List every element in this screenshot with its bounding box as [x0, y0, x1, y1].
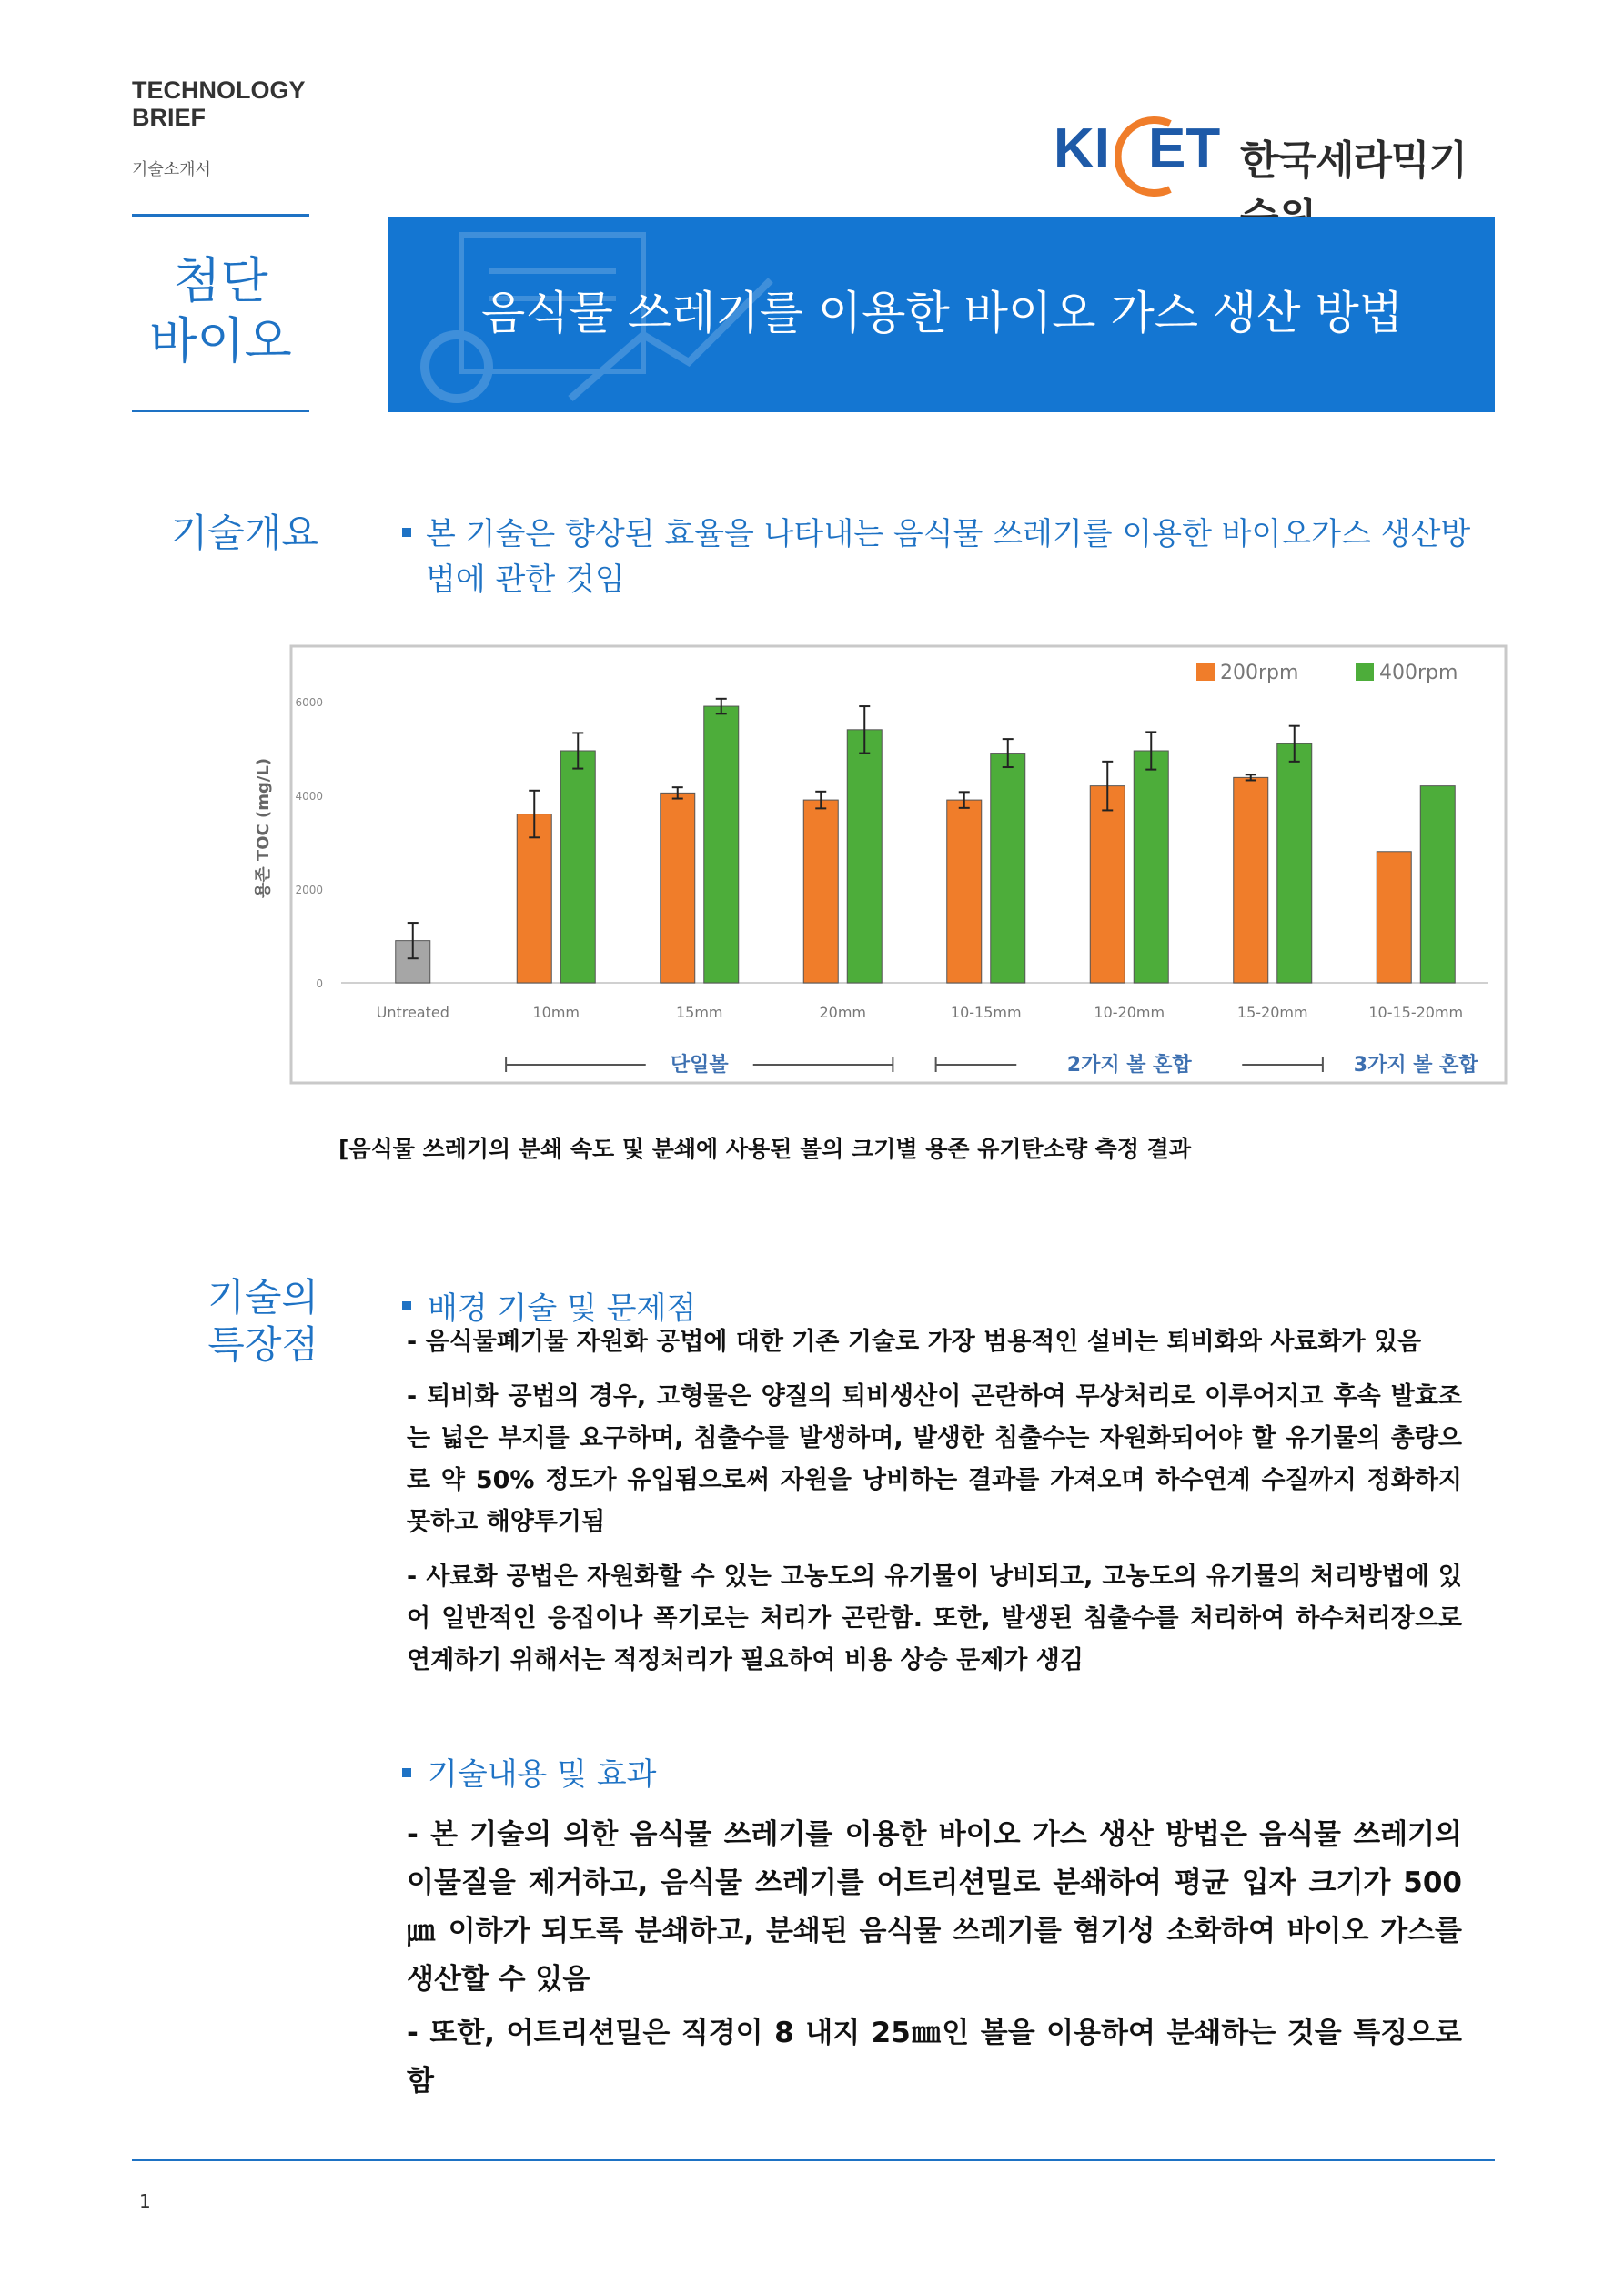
legend-label: 400rpm — [1379, 662, 1458, 684]
features-label-line-1: 기술의 — [207, 1275, 318, 1320]
background-section — [407, 1321, 1462, 1682]
bar-200rpm — [1234, 777, 1268, 983]
content-heading: 기술내용 및 효과 — [428, 1756, 657, 1793]
bar-200rpm — [947, 800, 982, 983]
y-axis-label: 용존 TOC (mg/L) — [254, 757, 273, 899]
x-tick-label: 10-15-20mm — [1368, 1004, 1464, 1021]
x-tick-label: 10mm — [532, 1004, 580, 1021]
logo-name: 한국세라믹기 — [1240, 137, 1468, 184]
page-number: 1 — [139, 2190, 151, 2212]
bar-200rpm — [803, 800, 838, 983]
background-heading: 배경 기술 및 문제점 — [428, 1290, 697, 1327]
bar-400rpm — [991, 754, 1025, 983]
content-paragraph: - 본 기술의 의한 음식물 쓰레기를 이용한 바이오 가스 생산 방법은 음식물 쓰레기의 이물질을 제거하고, 음식물 쓰레기를 어트리션밀로 분쇄하여 평균 입자 크기가 500 ㎛ 이하가 되도록 분쇄하고, 분쇄된 음식물 쓰레기를 혐기성 소화하여 바이오 가스를 생산할 수 있음 — [407, 1818, 1462, 1996]
background-paragraph: - 사료화 공법은 자원화할 수 있는 고농도의 유기물이 낭비되고, 고농도의 유기물의 처리방법에 있어 일반적인 응집이나 폭기로는 처리가 곤란함. 또한, 발생된 침출수를 처리하여 하수처리장으로 연계하기 위해서는 적정처리가 필요하여 비용 상승 문제가 생김 — [407, 1563, 1462, 1674]
content-section — [407, 1811, 1462, 2106]
chart-caption: [음식물 쓰레기의 분쇄 속도 및 분쇄에 사용된 볼의 크기별 용존 유기탄소량 측정 결과 — [338, 1136, 1191, 1162]
content-bullet — [402, 1768, 411, 1777]
overview-text: 본 기술은 향상된 효율을 나타내는 음식물 쓰레기를 이용한 바이오가스 생산방법에 관한 것임 — [426, 516, 1471, 598]
y-tick-label: 2000 — [295, 883, 323, 896]
legend-label: 200rpm — [1220, 662, 1299, 684]
footer-rule — [132, 2159, 1495, 2161]
brand-title: TECHNOLOGY BRIEF — [132, 76, 306, 131]
background-bullet — [402, 1301, 411, 1310]
category-top-rule — [132, 214, 309, 217]
chart-frame — [291, 646, 1506, 1083]
bar-400rpm — [704, 706, 739, 983]
y-tick-label: 4000 — [295, 789, 323, 803]
category-label — [132, 251, 309, 371]
legend-swatch — [1196, 663, 1215, 681]
logo-letters-left: KI — [1054, 117, 1110, 180]
background-paragraph: - 음식물폐기물 자원화 공법에 대한 기존 기술로 가장 범용적인 설비는 퇴비화와 사료화가 있음 — [407, 1328, 1422, 1356]
legend-swatch — [1356, 663, 1374, 681]
features-label-line-2: 특장점 — [207, 1322, 318, 1367]
x-tick-label: 10-20mm — [1094, 1004, 1165, 1021]
x-tick-label: Untreated — [376, 1004, 449, 1021]
bar-200rpm — [1090, 786, 1125, 983]
brand-subtitle: 기술소개서 — [132, 160, 211, 179]
category-line-2: 바이오 — [149, 312, 292, 369]
logo-letters-right: ET — [1148, 117, 1221, 180]
bar-200rpm — [517, 814, 551, 983]
x-tick-label: 15mm — [675, 1004, 723, 1021]
y-tick-label: 6000 — [295, 695, 323, 709]
bar-400rpm — [1277, 743, 1312, 983]
category-bottom-rule — [132, 410, 309, 412]
bar-400rpm — [847, 730, 882, 983]
category-line-1: 첨단 — [173, 252, 268, 309]
bar-200rpm — [1377, 852, 1411, 983]
x-tick-label: 20mm — [819, 1004, 867, 1021]
bar-400rpm — [560, 751, 595, 983]
page-title: 음식물 쓰레기를 이용한 바이오 가스 생산 방법 — [481, 287, 1404, 339]
x-tick-label: 15-20mm — [1236, 1004, 1308, 1021]
y-tick-label: 0 — [316, 977, 323, 990]
bar-200rpm — [661, 793, 695, 983]
overview-bullet — [402, 528, 411, 537]
toc-bar-chart — [191, 637, 1510, 1110]
overview-label: 기술개요 — [170, 511, 318, 555]
title-banner — [388, 217, 1495, 412]
bar-400rpm — [1420, 786, 1455, 983]
content-paragraph: - 또한, 어트리션밀은 직경이 8 내지 25㎜인 볼을 이용하여 분쇄하는 것을 특징으로 함 — [407, 2017, 1462, 2098]
bar-400rpm — [1134, 751, 1168, 983]
group-label: 단일볼 — [670, 1054, 729, 1077]
kicet-logo — [1054, 111, 1490, 202]
features-label — [127, 1274, 318, 1369]
x-tick-label: 10-15mm — [950, 1004, 1022, 1021]
background-paragraph: - 퇴비화 공법의 경우, 고형물은 양질의 퇴비생산이 곤란하여 무상처리로 이루어지고 후속 발효조는 넓은 부지를 요구하며, 침출수를 발생하며, 발생한 침출수는 자원화되어야 할 유기물의 총량으로 약 50% 정도가 유입됨으로써 자원을 낭비하는 결과를 가져오며 하수연계 수질까지 정화하지 못하고 해양투기됨 — [407, 1382, 1462, 1536]
group-label: 2가지 볼 혼합 — [1066, 1054, 1192, 1077]
group-label: 3가지 볼 혼합 — [1353, 1054, 1478, 1077]
